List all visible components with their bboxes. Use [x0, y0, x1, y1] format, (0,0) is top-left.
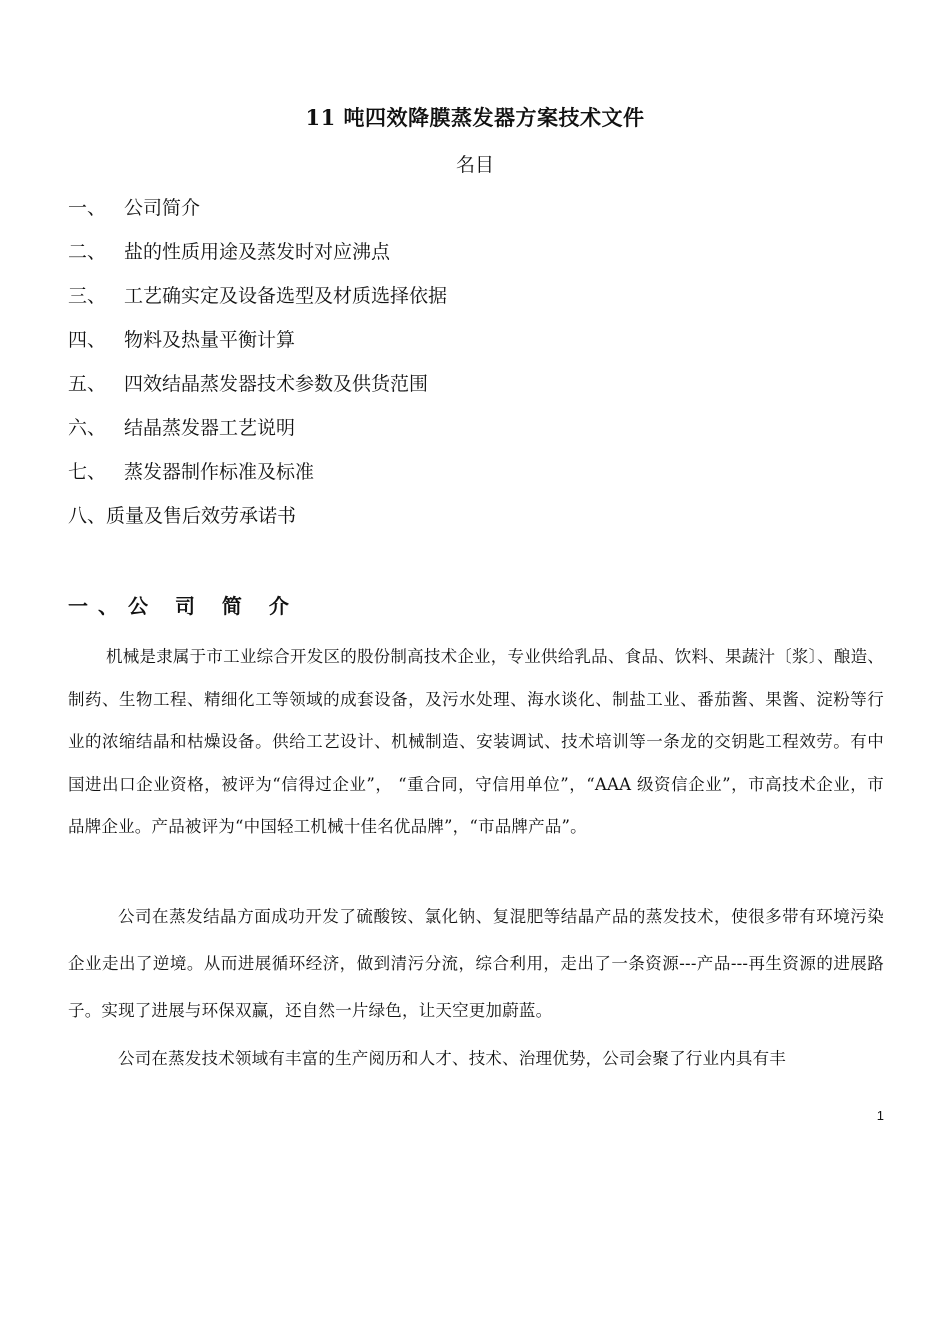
toc-item-label: 工艺确实定及设备选型及材质选择依据: [124, 285, 448, 307]
toc-item-number: 三、: [68, 285, 107, 307]
toc-item-number: 四、: [68, 329, 107, 351]
toc-item-label: 四效结晶蒸发器技术参数及供货范围: [124, 373, 429, 395]
toc-item-label: 盐的性质用途及蒸发时对应沸点: [124, 241, 391, 263]
toc-item: [68, 370, 888, 414]
body-paragraph: 公司在蒸发技术领域有丰富的生产阅历和人才、技术、治理优势，公司会聚了行业内具有丰: [118, 1049, 786, 1068]
toc-item-number: 二、: [68, 241, 107, 263]
toc-item: [68, 238, 888, 282]
toc-item: [68, 414, 888, 458]
toc-item: [68, 326, 888, 370]
table-of-contents: [68, 194, 888, 546]
toc-item-number: 七、: [68, 461, 107, 483]
body-paragraph: 机械是隶属于市工业综合开发区的股份制高技术企业，专业供给乳品、食品、饮料、果蔬汁〔浆〕、酿造、制药、生物工程、精细化工等领域的成套设备，及污水处理、海水谈化、制盐工业、番茄酱、果酱、淀粉等行业的浓缩结晶和枯燥设备。供给工艺设计、机械制造、安装调试、技术培训等一条龙的交钥匙工程效劳。有中国进出口企业资格，被评为“信得过企业”， “重合同，守信用单位”，“AAA 级资信企业”，市高技术企业，市品牌企业。产品被评为“中国轻工机械十佳名优品牌”，“市品牌产品”。: [68, 647, 884, 836]
toc-item: [68, 194, 888, 238]
toc-item: [68, 282, 888, 326]
toc-item-number: 一、: [68, 197, 107, 219]
document-title: 11 吨四效降膜蒸发器方案技术文件: [305, 105, 645, 130]
page-number: 1: [876, 1108, 884, 1123]
toc-item-label: 公司简介: [124, 197, 201, 219]
section-heading: 一、公 司 简 介: [68, 594, 299, 618]
toc-item-label: 结晶蒸发器工艺说明: [124, 417, 296, 439]
toc-item-label: 质量及售后效劳承诺书: [106, 505, 297, 527]
toc-item-number: 五、: [68, 373, 107, 395]
toc-item-number: 六、: [68, 417, 107, 439]
toc-item-label: 物料及热量平衡计算: [124, 329, 296, 351]
toc-item: [68, 502, 888, 546]
toc-item-label: 蒸发器制作标准及标准: [124, 461, 315, 483]
body-paragraph: 公司在蒸发结晶方面成功开发了硫酸铵、氯化钠、复混肥等结晶产品的蒸发技术，使很多带有环境污染企业走出了逆境。从而进展循环经济，做到清污分流，综合利用，走出了一条资源---产品---再生资源的进展路子。实现了进展与环保双赢，还自然一片绿色，让天空更加蔚蓝。: [68, 907, 884, 1020]
toc-item: [68, 458, 888, 502]
toc-item-number: 八、: [68, 505, 107, 527]
toc-heading: 名目: [455, 154, 494, 176]
